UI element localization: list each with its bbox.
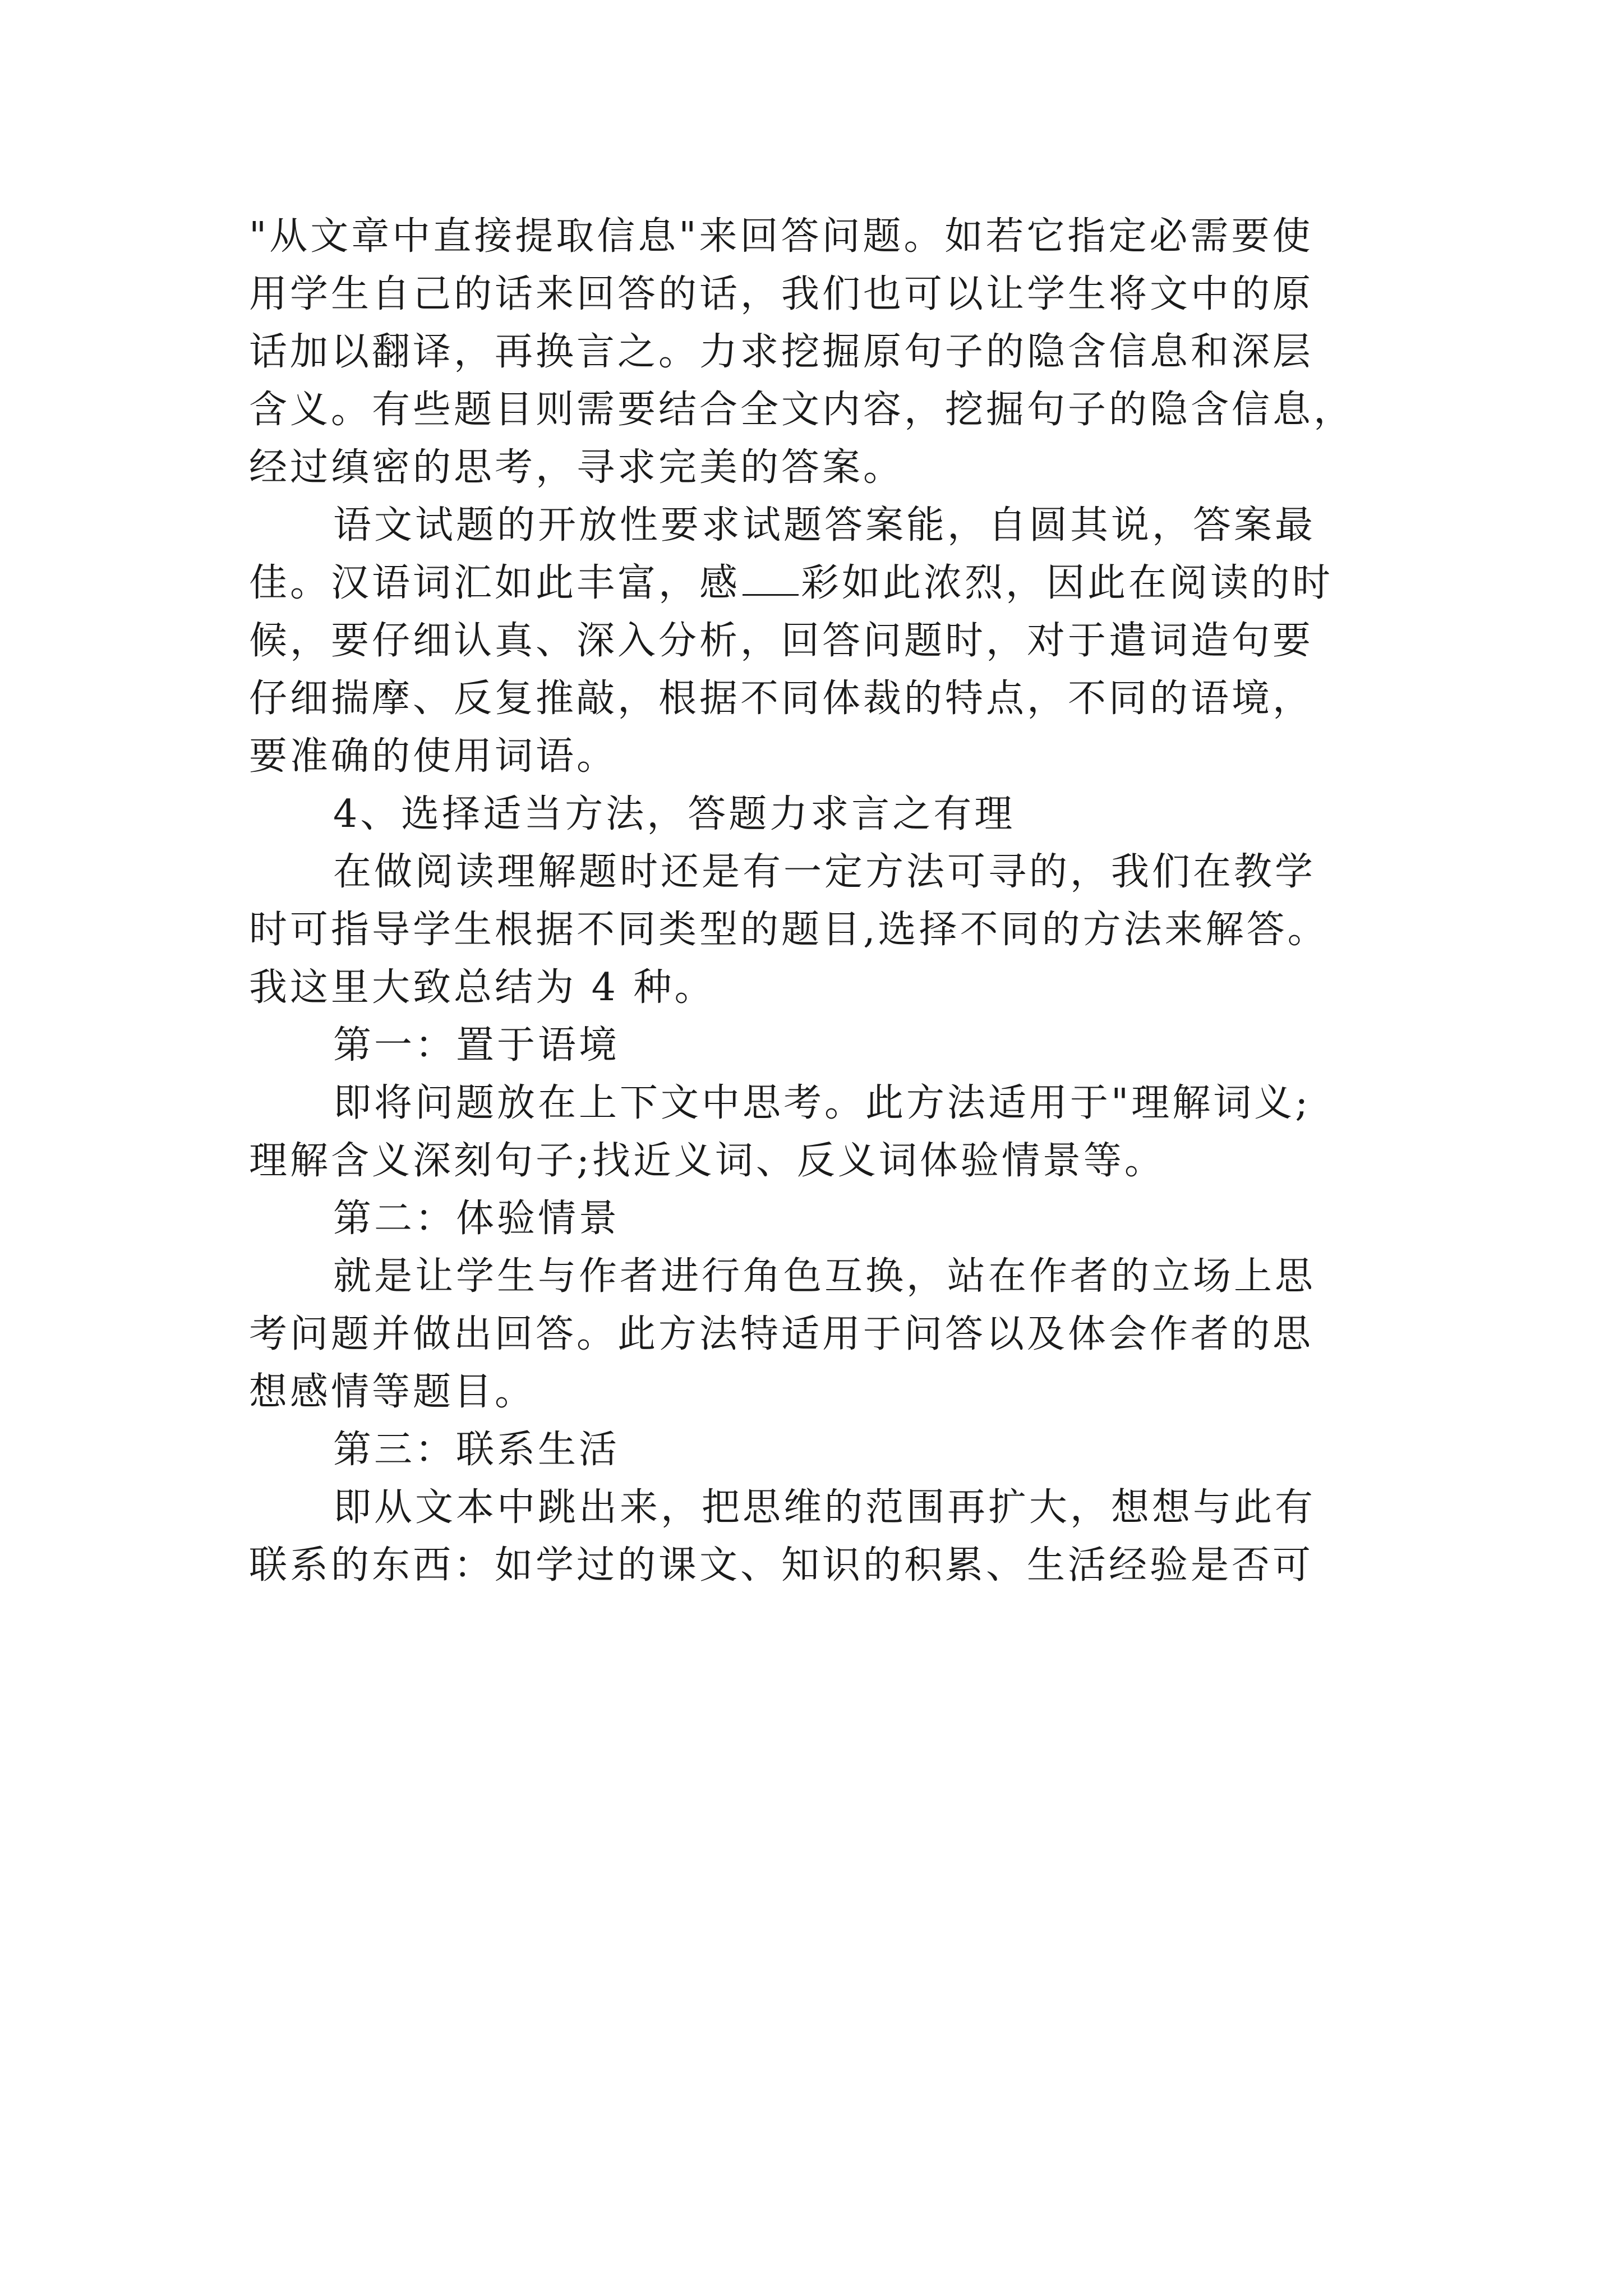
- paragraph-start-line: 在做阅读理解题时还是有一定方法可寻的，我们在教学: [333, 850, 1316, 894]
- text-line: 话加以翻译，再换言之。力求挖掘原句子的隐含信息和深层: [249, 330, 1314, 374]
- paragraph-start-line: 即从文本中跳出来，把思维的范围再扩大，想想与此有: [333, 1485, 1316, 1530]
- text-line: 理解含义深刻句子;找近义词、反义词体验情景等。: [249, 1139, 1165, 1183]
- section-heading: 4、选择适当方法，答题力求言之有理: [333, 792, 1016, 836]
- text-line: 经过缜密的思考，寻求完美的答案。: [249, 445, 905, 490]
- text-line-with-blank: [249, 554, 1393, 612]
- paragraph-start-line: 就是让学生与作者进行角色互换，站在作者的立场上思: [333, 1254, 1316, 1299]
- text-line: 联系的东西：如学过的课文、知识的积累、生活经验是否可: [249, 1543, 1314, 1588]
- text-line: 候，要仔细认真、深入分析，回答问题时，对于遣词造句要: [249, 619, 1314, 663]
- method-heading-1: 第一：置于语境: [333, 1023, 620, 1068]
- fill-in-blank: [743, 558, 799, 596]
- method-heading-2: 第二：体验情景: [333, 1197, 620, 1241]
- text-line: 时可指导学生根据不同类型的题目,选择不同的方法来解答。: [249, 908, 1329, 952]
- text-segment: 佳。汉语词汇如此丰富，感: [249, 561, 741, 605]
- text-line: 想感情等题目。: [249, 1370, 536, 1414]
- paragraph-start-line: 语文试题的开放性要求试题答案能，自圆其说，答案最: [333, 503, 1316, 547]
- method-heading-3: 第三：联系生活: [333, 1428, 620, 1472]
- text-line: 考问题并做出回答。此方法特适用于问答以及体会作者的思: [249, 1312, 1314, 1356]
- text-segment: 彩如此浓烈，因此在阅读的时: [801, 561, 1334, 605]
- text-line: "从文章中直接提取信息"来回答问题。如若它指定必需要使: [249, 214, 1313, 259]
- text-line: 仔细揣摩、反复推敲，根据不同体裁的特点，不同的语境，: [249, 677, 1314, 721]
- document-body: [249, 208, 1393, 1594]
- text-line: 要准确的使用词语。: [249, 734, 618, 779]
- text-line: 我这里大致总结为 4 种。: [249, 965, 716, 1010]
- paragraph-start-line: 即将问题放在上下文中思考。此方法适用于"理解词义;: [333, 1081, 1311, 1125]
- text-line: 含义。有些题目则需要结合全文内容，挖掘句子的隐含信息，: [249, 388, 1355, 432]
- text-line: 用学生自己的话来回答的话，我们也可以让学生将文中的原: [249, 272, 1314, 316]
